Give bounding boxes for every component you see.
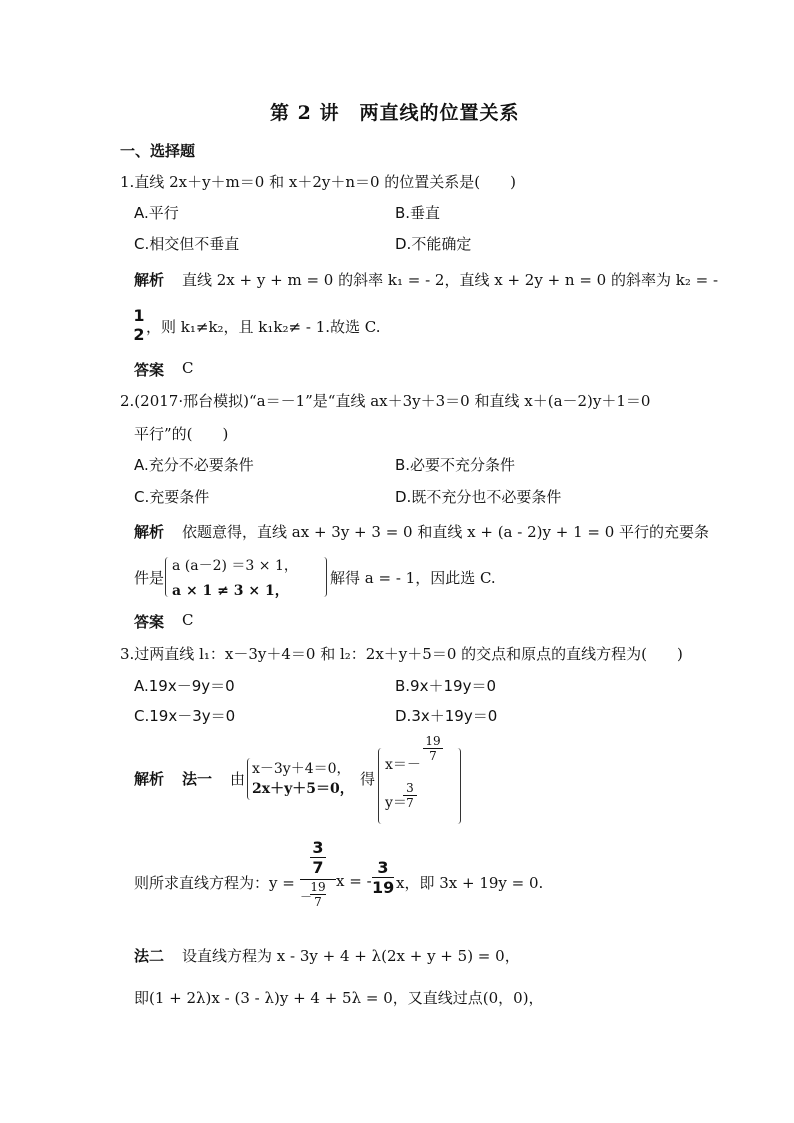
q3-solution-brace — [378, 748, 385, 824]
q3-method2-text: 设直线方程为 x - 3y + 4 + λ(2x + y + 5) = 0， — [182, 947, 520, 965]
q2-option-c: C.充要条件 — [134, 488, 210, 506]
q3-sys-row2: 2x＋y＋5＝0， — [252, 781, 354, 797]
q2-stem-line2: 平行”的( ) — [134, 425, 229, 443]
q3-stem: 3.过两直线 l₁：x－3y＋4＝0 和 l₂：2x＋y＋5＝0 的交点和原点的直线方程为( ) — [120, 645, 683, 663]
q1-option-b: B.垂直 — [395, 204, 441, 222]
q3-sol-y-prefix: y＝ — [385, 795, 407, 811]
q2-analysis-label: 解析 — [134, 523, 165, 541]
q3-get-text: 得 — [360, 770, 376, 788]
q2-option-b: B.必要不充分条件 — [395, 456, 516, 474]
q3-option-a: A.19x－9y＝0 — [134, 677, 235, 695]
q3-sol-x-frac — [423, 734, 443, 763]
q1-analysis-label: 解析 — [134, 271, 165, 289]
q3-f2 — [372, 858, 394, 897]
q1-frac-num: 1 — [133, 306, 145, 325]
q2-option-d: D.既不充分也不必要条件 — [395, 488, 562, 506]
q1-frac-den: 2 — [133, 325, 145, 344]
section-heading: 一、选择题 — [120, 142, 196, 160]
q1-option-d: D.不能确定 — [395, 235, 472, 253]
q3-big-fraction — [300, 838, 336, 909]
q3-line-suffix: x，即 3x + 19y = 0. — [396, 874, 544, 892]
q3-option-b: B.9x＋19y＝0 — [395, 677, 496, 695]
q3-sol-y-frac — [403, 781, 417, 810]
q3-sol-x-prefix: x＝－ — [385, 757, 421, 773]
q3-method2-line2: 即(1 + 2λ)x - (3 - λ)y + 4 + 5λ = 0，又直线过点(0，0)， — [134, 989, 544, 1007]
q2-right-brace — [320, 557, 327, 597]
q1-fraction — [132, 306, 146, 344]
q3-option-c: C.19x－3y＝0 — [134, 707, 236, 725]
q3-big-den — [300, 880, 336, 909]
q2-left-brace — [165, 557, 172, 597]
q3-sol-x-den: 7 — [429, 749, 437, 763]
q3-big-num-bot: 7 — [312, 858, 324, 877]
q2-cond-prefix: 件是 — [134, 569, 165, 587]
q2-analysis-line2: 解得 a = - 1，因此选 C. — [330, 569, 496, 587]
q2-option-a: A.充分不必要条件 — [134, 456, 254, 474]
q1-option-a: A.平行 — [134, 204, 179, 222]
q1-analysis-line2: ，则 k₁≠k₂，且 k₁k₂≠ - 1.故选 C. — [146, 318, 381, 336]
q2-cond-row1: a (a－2) ＝3 × 1， — [172, 558, 298, 574]
q1-analysis-line1: 直线 2x + y + m = 0 的斜率 k₁ = - 2，直线 x + 2y + n = 0 的斜率为 k₂ = - — [182, 271, 719, 289]
q3-sol-y-num: 3 — [406, 781, 414, 795]
q2-cond-row2: a × 1 ≠ 3 × 1， — [172, 583, 289, 599]
q3-sys-row1: x－3y＋4＝0， — [252, 761, 351, 777]
q1-stem: 1.直线 2x＋y＋m＝0 和 x＋2y＋n＝0 的位置关系是( ) — [120, 173, 517, 191]
q3-f2-num: 3 — [377, 858, 389, 877]
q3-sol-x-num: 19 — [425, 734, 441, 748]
q3-f2-den: 19 — [372, 878, 395, 897]
q2-stem-line1: 2.(2017·邢台模拟)“a＝－1”是“直线 ax＋3y＋3＝0 和直线 x＋(a－2)y＋1＝0 — [120, 392, 651, 410]
q3-line-prefix: 则所求直线方程为：y = — [134, 874, 295, 892]
q3-big-num-top: 3 — [312, 838, 324, 857]
q3-big-den-prefix: － — [300, 890, 313, 904]
q3-method1-label: 法一 — [182, 770, 213, 788]
q3-big-den-top: 19 — [310, 880, 326, 894]
page-title: 第 2 讲 两直线的位置关系 — [270, 102, 520, 124]
q3-method2-label: 法二 — [134, 947, 165, 965]
q3-line-mid: x = - — [336, 872, 372, 890]
q3-analysis-label: 解析 — [134, 770, 165, 788]
q1-option-c: C.相交但不垂直 — [134, 235, 240, 253]
q3-sol-y-den: 7 — [406, 796, 414, 810]
q3-option-d: D.3x＋19y＝0 — [395, 707, 498, 725]
q1-answer: C — [182, 359, 194, 377]
q2-analysis-line1: 依题意得，直线 ax + 3y + 3 = 0 和直线 x + (a - 2)y + 1 = 0 平行的充要条 — [182, 523, 710, 541]
q3-solution-right-brace — [454, 748, 461, 824]
q2-answer: C — [182, 611, 194, 629]
q3-method1-text: 由 — [230, 770, 246, 788]
q1-answer-label: 答案 — [134, 361, 165, 379]
q2-answer-label: 答案 — [134, 613, 165, 631]
q3-big-den-bot: 7 — [314, 895, 322, 909]
